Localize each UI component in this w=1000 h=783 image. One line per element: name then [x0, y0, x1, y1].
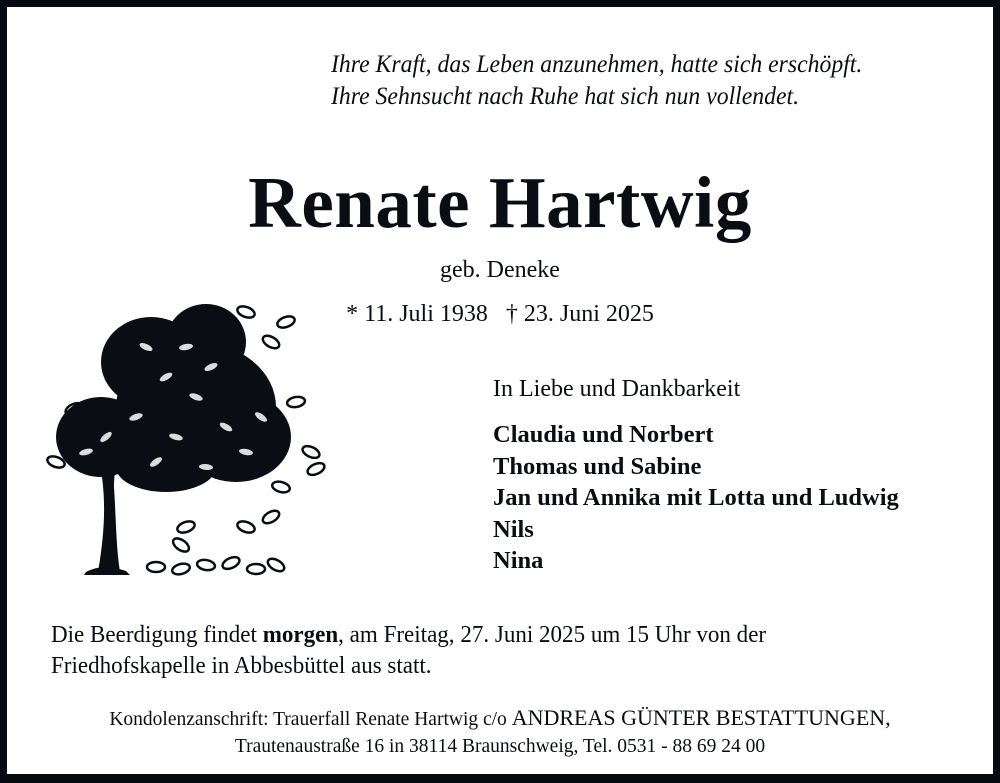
mourner-name: Nina	[493, 547, 544, 574]
birth-date: 11. Juli 1938	[364, 301, 488, 327]
mourner-name: Claudia und Norbert	[493, 421, 714, 448]
funeral-emphasis: morgen	[262, 621, 339, 648]
contact-line-2: Trautenaustraße 16 in 38114 Braunschweig, Tel. 0531 - 88 69 24 00	[234, 736, 766, 757]
funeral-notice	[51, 619, 897, 681]
condolence-address	[0, 704, 1000, 760]
motto-line-1: Ihre Kraft, das Leben anzunehmen, hatte sich erschöpft.	[331, 49, 863, 78]
funeral-home-name: ANDREAS GÜNTER BESTATTUNGEN,	[511, 705, 891, 730]
deceased-name: Renate Hartwig	[248, 162, 752, 243]
maiden-name: geb. Deneke	[440, 257, 560, 283]
tree-with-falling-leaves-icon	[46, 287, 331, 577]
funeral-line-2: Friedhofskapelle in Abbesbüttel aus statt.	[51, 652, 432, 679]
birth-symbol: *	[346, 301, 359, 327]
death-date: 23. Juni 2025	[523, 301, 654, 327]
contact-line-1	[0, 704, 1000, 733]
death-cross-icon: †	[505, 301, 518, 327]
motto-verse	[331, 48, 862, 112]
mourner-name: Thomas und Sabine	[493, 452, 702, 480]
mourner-name: Jan und Annika mit Lotta und Ludwig	[493, 484, 899, 511]
funeral-line-1: Die Beerdigung findet morgen, am Freitag, 27. Juni 2025 um 15 Uhr von der	[51, 621, 767, 648]
mourner-name: Nils	[493, 515, 534, 543]
motto-line-2: Ihre Sehnsucht nach Ruhe hat sich nun vollendet.	[331, 81, 800, 110]
mourners-intro: In Liebe und Dankbarkeit	[493, 376, 741, 402]
mourners-list	[493, 419, 899, 577]
contact-prefix: Kondolenzanschrift: Trauerfall Renate Hartwig c/o	[109, 709, 507, 730]
